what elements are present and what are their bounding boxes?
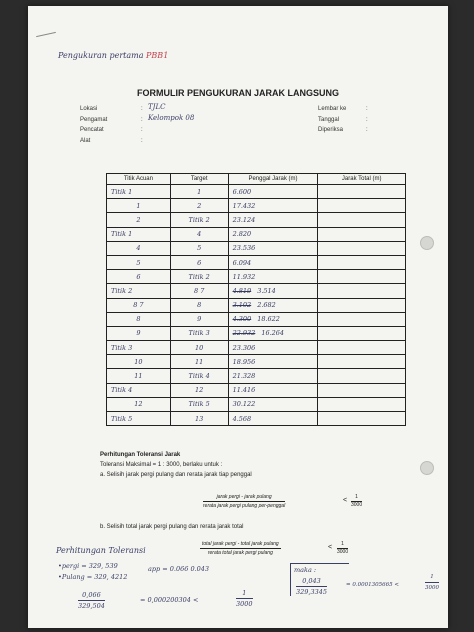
formula-a-limit-num: 1 xyxy=(351,494,362,502)
meta-label-pencatat: Pencatat xyxy=(80,127,104,133)
handcalc-limit2-den: 3000 xyxy=(425,585,439,591)
table-row xyxy=(107,185,406,199)
corrected-value: 2.682 xyxy=(257,301,276,310)
meta-label-lokasi: Lokasi xyxy=(80,106,98,112)
handcalc-frac1-den: 329,504 xyxy=(78,602,105,610)
header-red-tag: PBB1 xyxy=(146,51,169,60)
struck-value: 4.300 xyxy=(232,315,252,324)
table-row xyxy=(107,227,406,241)
table-row xyxy=(107,397,406,411)
cell-penggal-jarak xyxy=(228,298,318,312)
cell-target: Titik 3 xyxy=(170,326,228,340)
col-header-penggal-jarak: Penggal Jarak (m) xyxy=(228,174,318,185)
cell-target: 6 xyxy=(170,255,228,269)
cell-target: Titik 2 xyxy=(170,213,228,227)
formula-a-limit-den: 3000 xyxy=(351,502,363,508)
col-header-jarak-total: Jarak Total (m) xyxy=(318,174,406,185)
handcalc-limit1-den: 3000 xyxy=(236,600,253,608)
cell-titik-acuan: 8 xyxy=(107,312,171,326)
cell-jarak-total xyxy=(318,355,406,369)
cell-jarak-total xyxy=(318,270,406,284)
cell-target: 8 xyxy=(170,298,228,312)
cell-jarak-total xyxy=(318,213,406,227)
formula-a-fraction xyxy=(203,494,285,509)
cell-penggal-jarak: 21.328 xyxy=(228,369,318,383)
handcalc-result-1: = 0,000200304 < xyxy=(140,596,199,604)
cell-jarak-total xyxy=(318,255,406,269)
cell-penggal-jarak: 2.820 xyxy=(228,227,318,241)
meta-right-colons: : : : xyxy=(366,106,368,133)
cell-jarak-total xyxy=(318,397,406,411)
cell-target: 2 xyxy=(170,199,228,213)
cell-jarak-total xyxy=(318,383,406,397)
measurement-table xyxy=(106,173,406,426)
header-note-text: Pengukuran pertama xyxy=(58,51,144,60)
handcalc-limit2-num: 1 xyxy=(425,572,439,583)
handcalc-limit-1 xyxy=(236,588,253,609)
table-row xyxy=(107,298,406,312)
table-row xyxy=(107,369,406,383)
meta-label-alat: Alat xyxy=(80,137,91,144)
col-header-titik-acuan: Titik Acuan xyxy=(107,174,171,185)
meta-label-lembar: Lembar ke xyxy=(318,106,347,112)
cell-titik-acuan: 11 xyxy=(107,369,171,383)
cell-target: Titik 4 xyxy=(170,369,228,383)
cell-penggal-jarak: 23.536 xyxy=(228,241,318,255)
cell-penggal-jarak xyxy=(228,284,318,298)
table-row xyxy=(107,255,406,269)
meta-left-labels xyxy=(80,104,107,146)
cell-jarak-total xyxy=(318,284,406,298)
punch-hole xyxy=(420,236,434,250)
tolerance-heading: Perhitungan Toleransi Jarak xyxy=(100,452,181,458)
cell-penggal-jarak: 6.600 xyxy=(228,185,318,199)
cell-target: 8 7 xyxy=(170,284,228,298)
pen-mark xyxy=(36,32,56,37)
cell-penggal-jarak: 23.306 xyxy=(228,341,318,355)
cell-target: 5 xyxy=(170,241,228,255)
handcalc-frac2-den: 329,3345 xyxy=(296,588,328,596)
form-title: FORMULIR PENGUKURAN JARAK LANGSUNG xyxy=(137,88,339,98)
col-header-target: Target xyxy=(170,174,228,185)
table-row xyxy=(107,241,406,255)
cell-jarak-total xyxy=(318,199,406,213)
cell-titik-acuan: Titik 5 xyxy=(107,412,171,426)
cell-titik-acuan: 1 xyxy=(107,199,171,213)
cell-jarak-total xyxy=(318,326,406,340)
table-row xyxy=(107,199,406,213)
handcalc-frac2-num: 0,043 xyxy=(296,576,327,587)
formula-a-limit xyxy=(351,494,362,508)
formula-b-denominator: rerata total jarak pergi pulang xyxy=(207,550,273,556)
cell-target: 13 xyxy=(170,412,228,426)
cell-titik-acuan: 9 xyxy=(107,326,171,340)
corrected-value: 16.264 xyxy=(261,329,285,338)
table-header-row xyxy=(107,174,406,185)
form-paper xyxy=(28,6,448,628)
meta-value-pengamat: Kelompok 08 xyxy=(148,113,195,122)
cell-jarak-total xyxy=(318,369,406,383)
formula-b-limit-num: 1 xyxy=(337,541,348,549)
cell-jarak-total xyxy=(318,341,406,355)
cell-titik-acuan: Titik 1 xyxy=(107,185,171,199)
cell-titik-acuan: 10 xyxy=(107,355,171,369)
meta-label-tanggal: Tanggal xyxy=(318,116,340,123)
tolerance-item-a: a. Selisih jarak pergi pulang dan rerata jarak tiap penggal xyxy=(100,472,252,478)
cell-target: Titik 2 xyxy=(170,270,228,284)
formula-a-denominator: rerata jarak pergi pulang per-penggal xyxy=(203,503,286,509)
tolerance-max-line: Toleransi Maksimal = 1 : 3000, berlaku untuk : xyxy=(100,462,223,468)
formula-b-numerator: total jarak pergi - total jarak pulang xyxy=(202,541,279,547)
table-row xyxy=(107,284,406,298)
cell-penggal-jarak: 4.568 xyxy=(228,412,318,426)
formula-a-numerator: jarak pergi - jarak pulang xyxy=(203,494,285,502)
cell-penggal-jarak xyxy=(228,312,318,326)
cell-target: 10 xyxy=(170,341,228,355)
cell-titik-acuan: Titik 1 xyxy=(107,227,171,241)
cell-target: Titik 5 xyxy=(170,397,228,411)
cell-jarak-total xyxy=(318,241,406,255)
cell-titik-acuan: 8 7 xyxy=(107,298,171,312)
formula-b-less-than: < xyxy=(328,544,333,551)
handwritten-header xyxy=(58,51,168,60)
handcalc-app-note: app = 0.066 0.043 xyxy=(148,565,210,573)
cell-jarak-total xyxy=(318,227,406,241)
cell-titik-acuan: 6 xyxy=(107,270,171,284)
struck-value: 22.932 xyxy=(232,329,256,338)
cell-titik-acuan: 5 xyxy=(107,255,171,269)
cell-jarak-total xyxy=(318,185,406,199)
corrected-value: 3.514 xyxy=(257,286,276,295)
struck-value: 3.102 xyxy=(232,301,252,310)
table-row xyxy=(107,326,406,340)
table-row xyxy=(107,412,406,426)
tolerance-item-b: b. Selisih total jarak pergi pulang dan rerata jarak total xyxy=(100,524,244,530)
meta-left-colons: : : : : xyxy=(141,106,143,144)
handcalc-pergi: •pergi = 329, 539 xyxy=(58,562,118,570)
cell-penggal-jarak: 30.122 xyxy=(228,397,318,411)
cell-penggal-jarak: 11.416 xyxy=(228,383,318,397)
table-row xyxy=(107,213,406,227)
cell-target: 12 xyxy=(170,383,228,397)
cell-penggal-jarak xyxy=(228,326,318,340)
cell-penggal-jarak: 23.124 xyxy=(228,213,318,227)
handcalc-title: Perhitungan Toleransi xyxy=(56,546,146,555)
cell-penggal-jarak: 18.956 xyxy=(228,355,318,369)
meta-right-labels xyxy=(318,104,346,136)
cell-titik-acuan: Titik 3 xyxy=(107,341,171,355)
cell-target: 9 xyxy=(170,312,228,326)
formula-a-less-than: < xyxy=(343,497,348,504)
formula-b-fraction xyxy=(200,541,281,556)
handcalc-pulang: •Pulang = 329, 4212 xyxy=(58,573,128,581)
handcalc-fraction-1 xyxy=(78,590,105,611)
handcalc-fraction-2 xyxy=(296,576,327,597)
cell-target: 1 xyxy=(170,185,228,199)
cell-titik-acuan: Titik 4 xyxy=(107,383,171,397)
cell-titik-acuan: 4 xyxy=(107,241,171,255)
cell-titik-acuan: 2 xyxy=(107,213,171,227)
meta-label-pengamat: Pengamat xyxy=(80,116,108,123)
cell-titik-acuan: Titik 2 xyxy=(107,284,171,298)
cell-jarak-total xyxy=(318,298,406,312)
cell-penggal-jarak: 11.932 xyxy=(228,270,318,284)
corrected-value: 18.622 xyxy=(257,315,280,324)
handcalc-limit-2 xyxy=(425,572,439,593)
cell-jarak-total xyxy=(318,312,406,326)
formula-b-limit-den: 3000 xyxy=(337,549,349,555)
handcalc-result-2: = 0.0001305665 < xyxy=(346,582,399,588)
cell-penggal-jarak: 17.432 xyxy=(228,199,318,213)
meta-value-lokasi: TJLC xyxy=(148,103,166,111)
cell-jarak-total xyxy=(318,412,406,426)
table-row xyxy=(107,270,406,284)
handcalc-maka: maka : xyxy=(294,566,317,574)
table-row xyxy=(107,341,406,355)
punch-hole xyxy=(420,461,434,475)
handcalc-limit1-num: 1 xyxy=(236,588,253,599)
cell-target: 11 xyxy=(170,355,228,369)
table-row xyxy=(107,383,406,397)
handcalc-frac1-num: 0,066 xyxy=(78,590,105,601)
meta-left-values xyxy=(148,102,194,123)
formula-b-limit xyxy=(337,541,348,555)
cell-target: 4 xyxy=(170,227,228,241)
cell-titik-acuan: 12 xyxy=(107,397,171,411)
meta-label-diperiksa: Diperiksa xyxy=(318,127,344,133)
table-row xyxy=(107,312,406,326)
struck-value: 4.819 xyxy=(232,286,252,295)
cell-penggal-jarak: 6.094 xyxy=(228,255,318,269)
table-row xyxy=(107,355,406,369)
